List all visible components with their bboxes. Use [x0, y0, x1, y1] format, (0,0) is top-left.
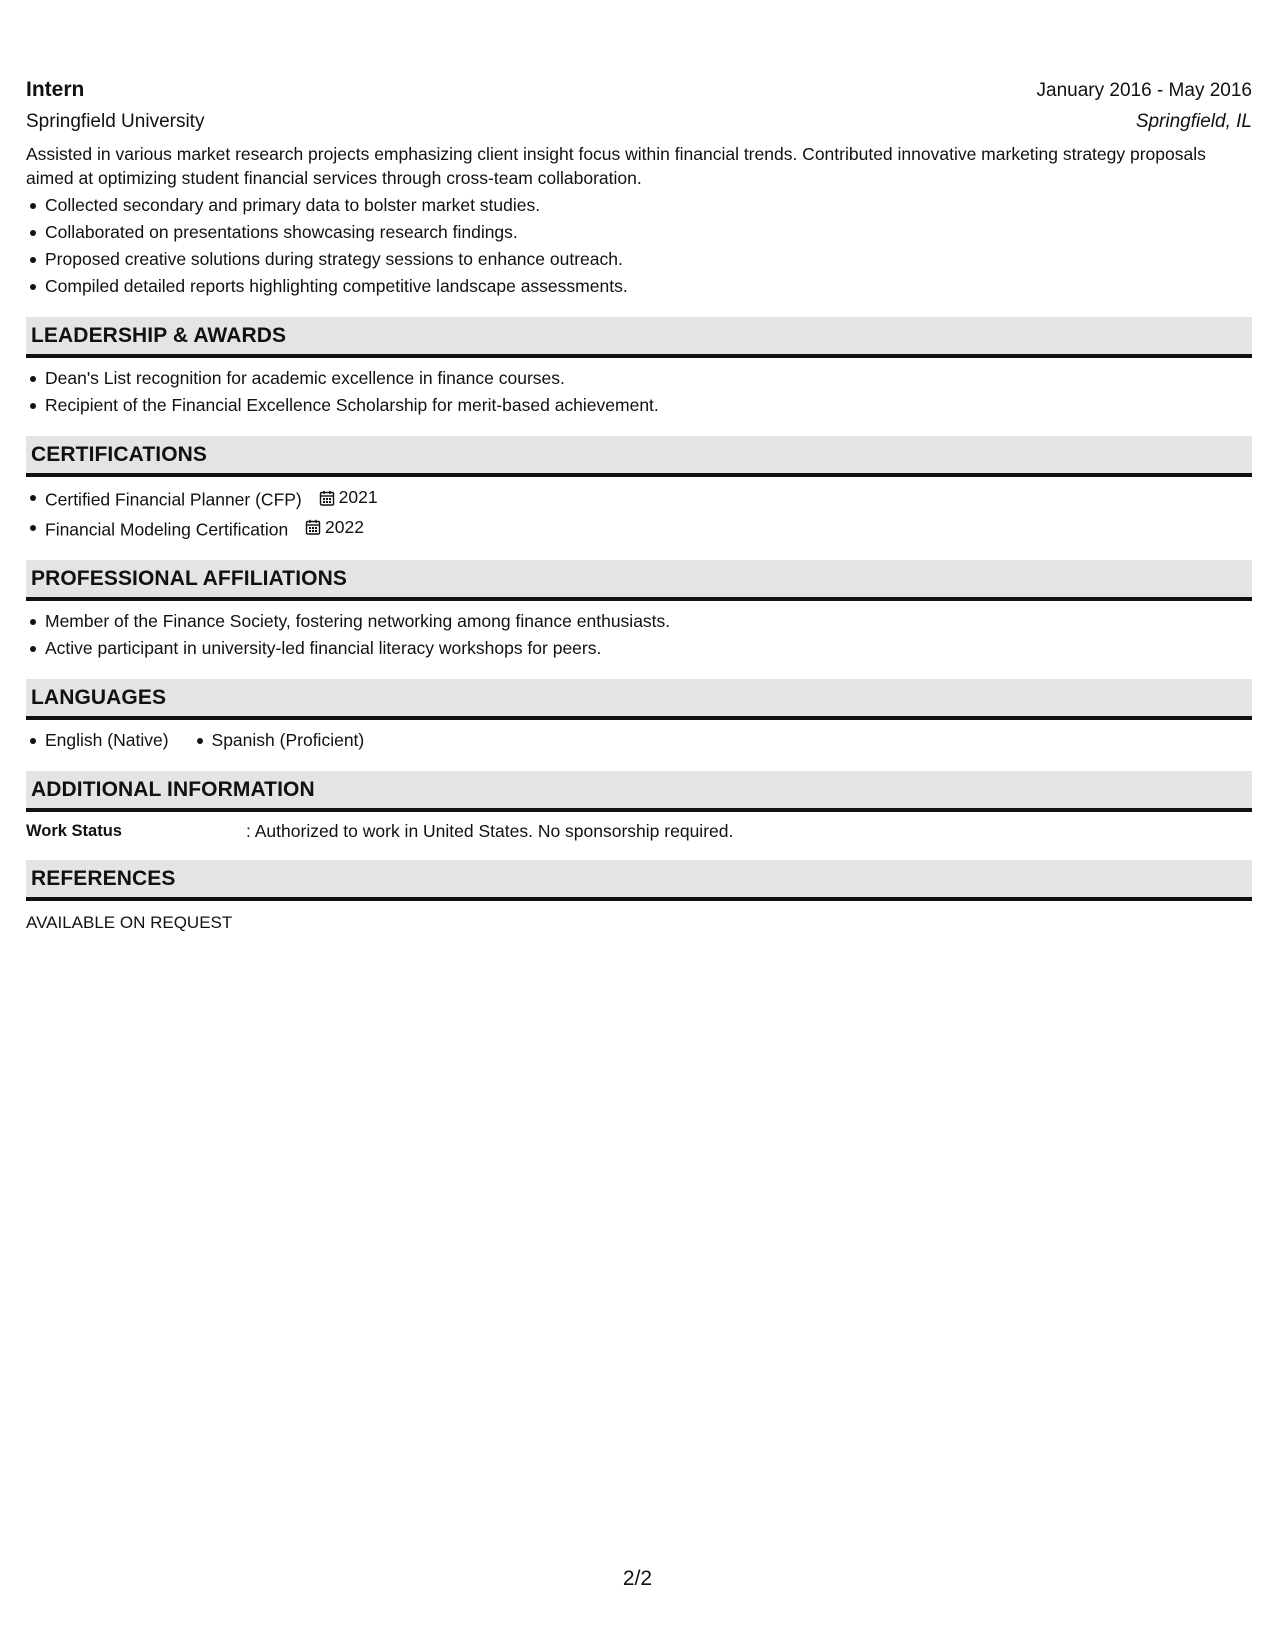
job-summary: Assisted in various market research projects emphasizing client insight focus within financial trends. Contributed innovative marketing strategy proposals aimed at optimizing student financial services through cross-team collaboration. [26, 144, 1206, 188]
certification-item [45, 484, 1252, 514]
job-organization: Springfield University [26, 111, 205, 132]
leadership-list [26, 365, 1252, 419]
language-item: English (Native) [45, 727, 169, 754]
section-title: REFERENCES [31, 866, 176, 890]
list-item: Collected secondary and primary data to bolster market studies. [45, 192, 1252, 219]
section-title: CERTIFICATIONS [31, 442, 208, 466]
list-item: Proposed creative solutions during strategy sessions to enhance outreach. [45, 246, 1252, 273]
job-dates: January 2016 - May 2016 [1036, 80, 1252, 101]
languages-section [26, 727, 1252, 754]
page-number: 2/2 [622, 1567, 653, 1590]
section-header-affiliations [26, 560, 1252, 601]
list-item: Member of the Finance Society, fostering networking among finance enthusiasts. [45, 608, 1252, 635]
affiliations-section [26, 608, 1252, 662]
affiliations-list [26, 608, 1252, 662]
job-title: Intern [26, 78, 85, 101]
work-status-value: : Authorized to work in United States. No sponsorship required. [246, 821, 734, 841]
list-item: Active participant in university-led financial literacy workshops for peers. [45, 635, 1252, 662]
list-item: Collaborated on presentations showcasing research findings. [45, 219, 1252, 246]
resume-page [26, 78, 1252, 933]
list-item: Recipient of the Financial Excellence Scholarship for merit-based achievement. [45, 392, 1252, 419]
certifications-section [26, 484, 1252, 543]
section-header-languages [26, 679, 1252, 720]
section-title: PROFESSIONAL AFFILIATIONS [31, 566, 347, 590]
languages-list [26, 727, 1252, 754]
experience-header [26, 78, 1252, 102]
certification-name: Financial Modeling Certification [45, 519, 289, 539]
certification-item [45, 514, 1252, 544]
section-header-leadership [26, 317, 1252, 358]
certification-year: 2021 [338, 487, 378, 507]
section-header-references [26, 860, 1252, 901]
references-text: AVAILABLE ON REQUEST [26, 913, 233, 932]
certifications-list [26, 484, 1252, 543]
section-header-certifications [26, 436, 1252, 477]
job-bullets [26, 192, 1252, 300]
certification-name: Certified Financial Planner (CFP) [45, 489, 302, 510]
section-title: LANGUAGES [31, 685, 167, 709]
leadership-section [26, 365, 1252, 419]
work-status-label: Work Status [26, 822, 122, 840]
list-item: Compiled detailed reports highlighting competitive landscape assessments. [45, 273, 1252, 300]
experience-subheader [26, 111, 1252, 133]
language-item: Spanish (Proficient) [212, 727, 365, 754]
experience-entry [26, 78, 1252, 300]
section-title: LEADERSHIP & AWARDS [31, 323, 287, 347]
section-header-additional-information [26, 771, 1252, 812]
certification-year: 2022 [325, 516, 364, 537]
certification-date [319, 484, 378, 511]
section-title: ADDITIONAL INFORMATION [31, 777, 315, 801]
calendar-icon [319, 490, 335, 506]
job-location: Springfield, IL [1135, 111, 1252, 132]
list-item: Dean's List recognition for academic excellence in finance courses. [45, 365, 1252, 392]
work-status-row [26, 819, 1252, 843]
certification-date [305, 514, 364, 541]
calendar-icon [305, 519, 321, 535]
additional-information-section [26, 819, 1252, 843]
